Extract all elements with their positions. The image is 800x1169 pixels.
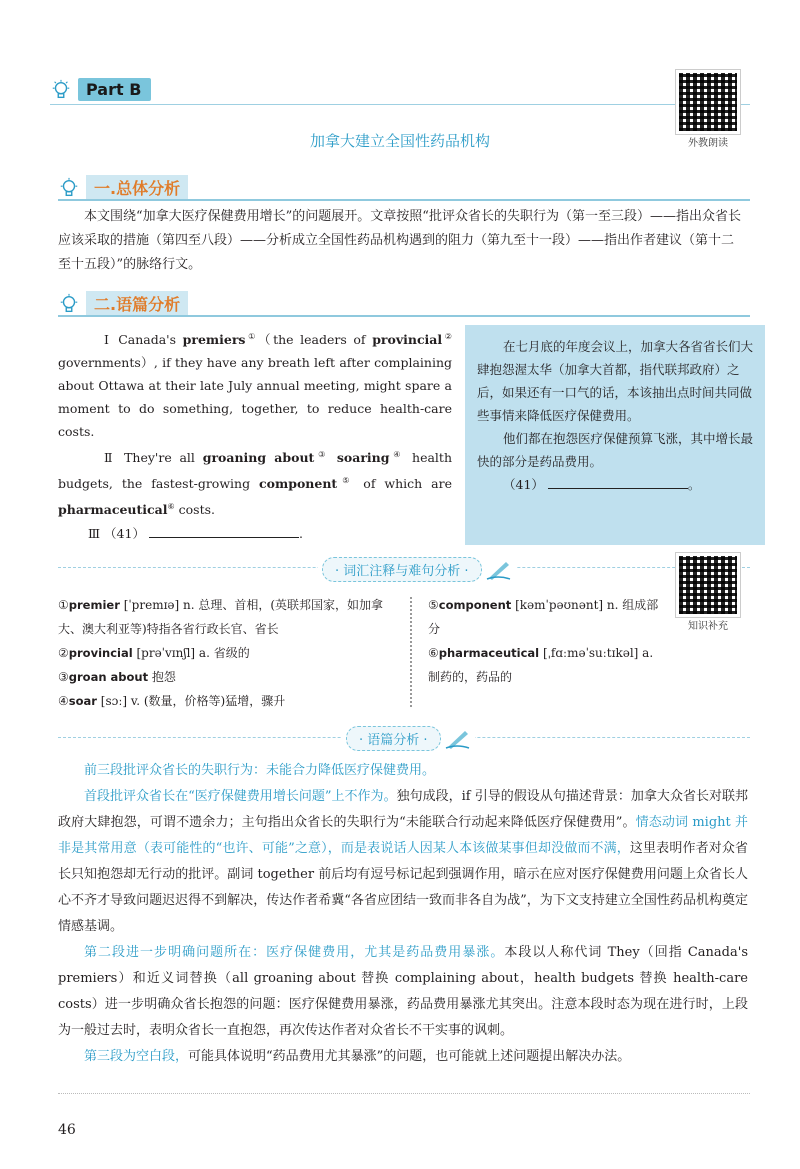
vocab-item: ①premier [ˈpremɪə] n. 总理、首相，(英联邦国家，如加拿大、澳大利亚等)特指各省行政长官、省长 [58,598,384,636]
discourse-analysis [58,758,748,1070]
pen-icon [445,728,471,750]
qr-block-reading [676,70,740,149]
translation-p3: （41） 。 [477,473,753,496]
answer-blank-41[interactable] [149,523,299,538]
section-header-discourse [58,291,188,316]
vocab-item: ⑥pharmaceutical [ˌfɑːməˈsuːtɪkəl] a. 制药的，药品的 [428,646,654,684]
page-title: 加拿大建立全国性药品机构 [309,132,490,150]
analysis-pill: · 语篇分析 · [346,726,441,751]
part-header [50,78,151,101]
vocab-header [318,557,516,582]
vocab-pill: · 词汇注释与难句分析 · [322,557,482,582]
paragraph-3: Ⅲ （41） . [58,522,452,545]
qr-label: 外教朗读 [688,138,728,149]
qr-code-icon[interactable] [676,553,740,617]
translation-p2: 他们都在抱怨医疗保健预算飞涨，其中增长最快的部分是药品费用。 [477,431,754,469]
analysis-paragraph-3: 第三段为空白段，可能具体说明“药品费用尤其暴涨”的问题，也可能就上述问题提出解决办法。 [84,1049,631,1064]
analysis-summary: 前三段批评众省长的失职行为：未能合力降低医疗保健费用。 [84,763,436,778]
qr-block-knowledge [676,553,740,632]
header-divider [50,104,750,105]
answer-blank-41-cn[interactable] [548,474,688,489]
paragraph-2: Ⅱ They're all groaning about③ soaring④ health budgets, the fastest-growing component⑤ of which are pharmaceutical⑥ costs. [58,450,453,518]
part-tag: Part B [78,78,151,101]
section-tag: 二.语篇分析 [86,291,188,316]
english-passage [58,325,452,545]
column-separator [410,597,412,707]
lightbulb-icon [58,177,80,199]
analysis-header [342,726,475,751]
section-divider [58,315,750,317]
analysis-paragraph-2: 第二段进一步明确问题所在：医疗保健费用，尤其是药品费用暴涨。本段以人称代词 They（回指 Canada's premiers）和近义词替换（all groaning about 替换 complaining about，health budgets 替换 health-care costs）进一步明确众省长抱怨的问题：医疗保健费用暴涨，药品费用暴涨尤其突出。注意本段时态为现在进行时，上段为一般过去时，表明众省长一直抱怨，再次传达作者对众省长不干实事的讽刺。 [58,945,748,1038]
vocab-list-right [428,593,668,689]
footer-divider [58,1093,750,1094]
section-tag: 一.总体分析 [86,175,188,200]
section-header-overall [58,175,188,200]
vocab-item: ④soar [sɔː] v. (数量，价格等)猛增，骤升 [58,694,286,708]
lightbulb-icon [58,293,80,315]
page-number: 46 [58,1122,76,1138]
translation-p1: 在七月底的年度会议上，加拿大各省省长们大肆抱怨渥太华（加拿大首都，指代联邦政府）之后，如果还有一口气的话，本该抽出点时间共同做些事情来降低医疗保健费用。 [477,339,754,423]
vocab-list-left [58,593,403,713]
chinese-translation-box [465,325,765,545]
section-divider [58,199,750,201]
qr-code-icon[interactable] [676,70,740,134]
overall-analysis-text: 本文围绕“加拿大医疗保健费用增长”的问题展开。文章按照“批评众省长的失职行为（第一至三段）——指出众省长应该采取的措施（第四至八段）——分析成立全国性药品机构遇到的阻力（第九至十一段）——指出作者建议（第十二至十五段）”的脉络行文。 [58,209,741,272]
vocab-item: ⑤component [kəmˈpəʊnənt] n. 组成部分 [428,598,659,636]
vocab-item: ③groan about 抱怨 [58,670,176,684]
qr-label: 知识补充 [688,621,728,632]
vocab-item: ②provincial [prəˈvɪnʃl] a. 省级的 [58,646,250,660]
paragraph-1: Ⅰ Canada's premiers①（the leaders of provincial② governments）, if they have any breath left after complaining about Ottawa at their late July annual meeting, might spare a moment to do something, together, to reduce health-care costs. [58,332,452,440]
analysis-paragraph-1: 首段批评众省长在“医疗保健费用增长问题”上不作为。独句成段，if 引导的假设从句描述背景：加拿大众省长对联邦政府大肆抱怨，可谓不遗余力；主句指出众省长的失职行为“未能联合行动起来降低医疗保健费用”。情态动词 might 并非是其常用意（表可能性的“也许、可能”之意），而是表说话人因某人本该做某事但却没做而不满，这里表明作者对众省长只知抱怨却无行动的批评。副词 together 前后均有逗号标记起到强调作用，暗示在应对医疗保健费用问题上众省长人心不齐才导致问题迟迟得不到解决，传达作者希冀“各省应团结一致而非各自为战”，为下文支持建立全国性药品机构奠定情感基调。 [58,789,749,934]
pen-icon [486,559,512,581]
lightbulb-icon [50,79,72,101]
